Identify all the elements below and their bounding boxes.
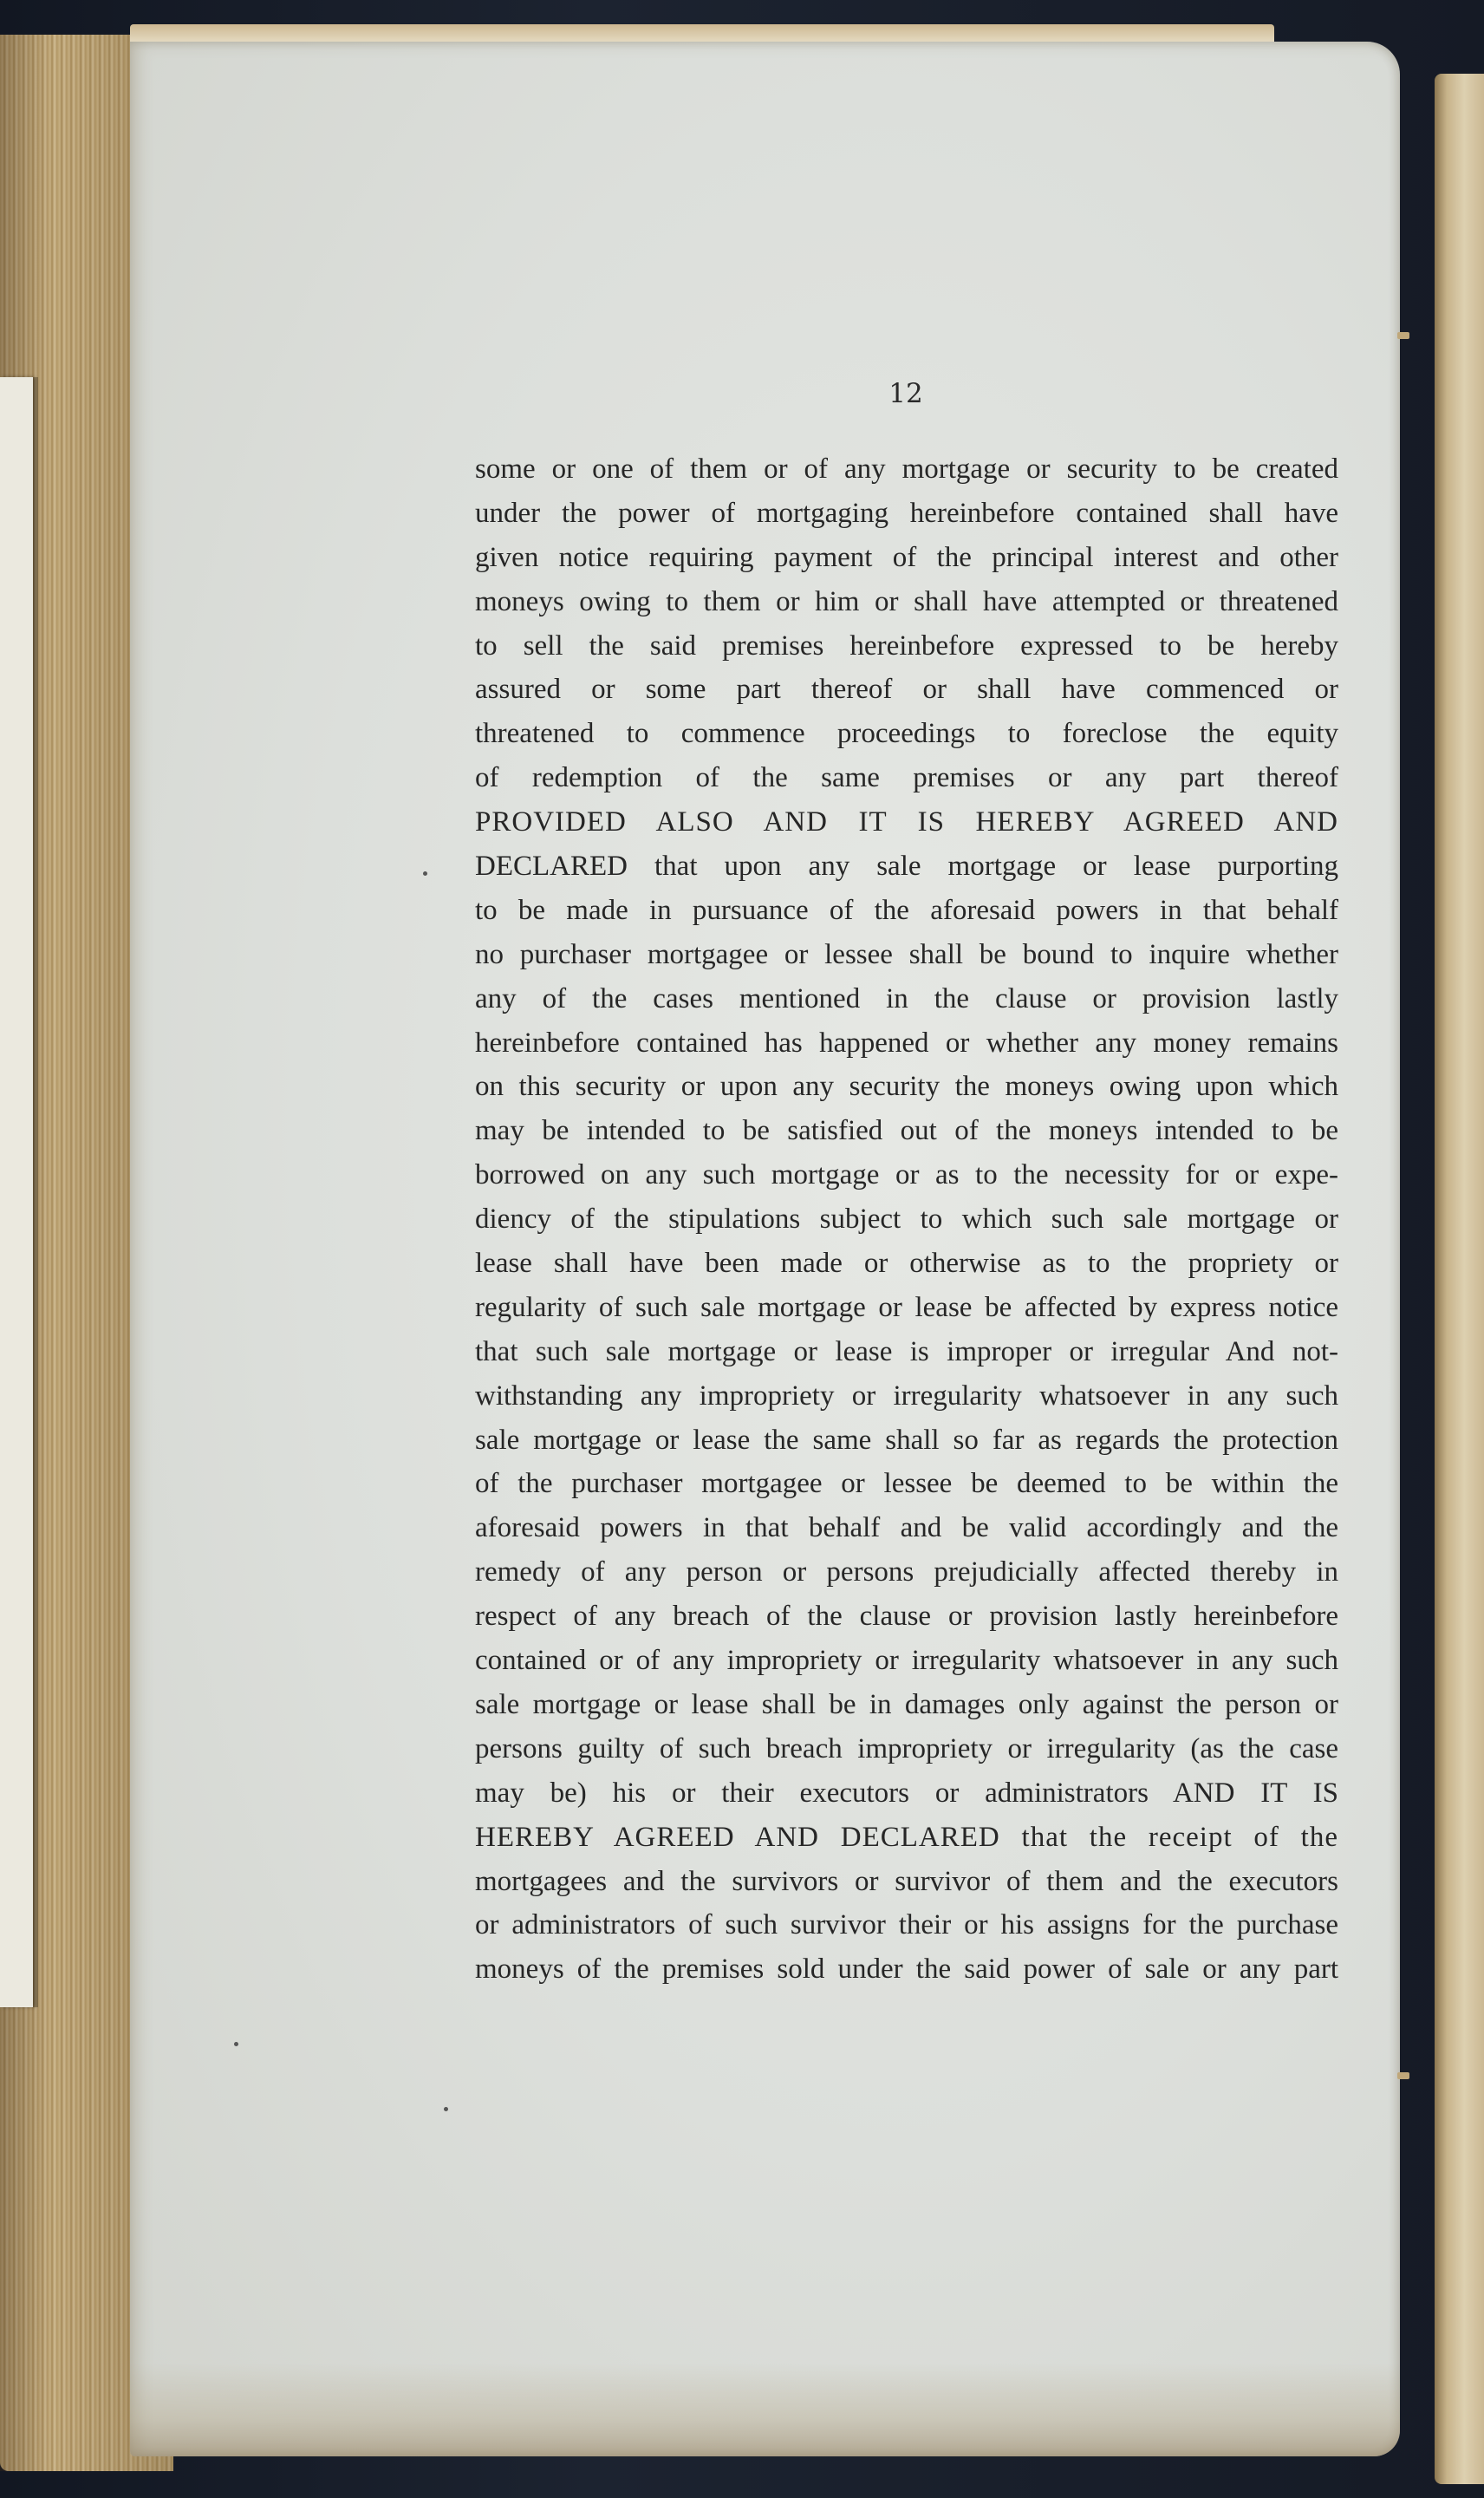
text-line: DECLARED that upon any sale mortgage or lease purporting: [475, 851, 1338, 883]
text-line: HEREBY AGREED AND DECLARED that the receipt of the: [475, 1821, 1338, 1853]
top-page-edge: [130, 24, 1274, 43]
text-line: aforesaid powers in that behalf and be valid accordingly and the: [475, 1512, 1338, 1544]
text-line: lease shall have been made or otherwise as to the propriety or: [475, 1248, 1338, 1280]
text-line: contained or of any impropriety or irregularity whatsoever in any such: [475, 1645, 1338, 1677]
text-line: on this security or upon any security the moneys owing upon which: [475, 1071, 1338, 1103]
text-line: mortgagees and the survivors or survivor of them and the executors: [475, 1865, 1338, 1897]
text-line: given notice requiring payment of the principal interest and other: [475, 541, 1338, 573]
text-line: no purchaser mortgagee or lessee shall be bound to inquire whether: [475, 938, 1338, 970]
text-line: any of the cases mentioned in the clause or provision lastly: [475, 982, 1338, 1014]
text-line: sale mortgage or lease shall be in damages only against the person or: [475, 1688, 1338, 1720]
text-line: moneys of the premises sold under the said power of sale or any part: [475, 1953, 1338, 1986]
edge-mark: [1397, 2072, 1409, 2079]
text-line: respect of any breach of the clause or provision lastly hereinbefore: [475, 1601, 1338, 1633]
facing-page-edge: [1435, 74, 1484, 2484]
text-line: PROVIDED ALSO AND IT IS HEREBY AGREED AND: [475, 806, 1338, 838]
text-line: withstanding any impropriety or irregularity whatsoever in any such: [475, 1379, 1338, 1412]
text-line: moneys owing to them or him or shall have attempted or threatened: [475, 585, 1338, 617]
text-line: diency of the stipulations subject to which such sale mortgage or: [475, 1203, 1338, 1236]
text-line: may be intended to be satisfied out of the moneys intended to be: [475, 1115, 1338, 1147]
text-line: of the purchaser mortgagee or lessee be deemed to be within the: [475, 1468, 1338, 1500]
page-bottom-wear: [130, 2363, 1400, 2456]
text-line: to sell the said premises hereinbefore expressed to be hereby: [475, 629, 1338, 662]
inserted-paper-slip: [0, 377, 33, 2007]
text-line: to be made in pursuance of the aforesaid powers in that behalf: [475, 894, 1338, 926]
text-line: hereinbefore contained has happened or whether any money remains: [475, 1027, 1338, 1059]
slip-shadow: [33, 377, 38, 2007]
body-text: [475, 447, 1338, 2025]
text-line: borrowed on any such mortgage or as to the necessity for or expe-: [475, 1159, 1338, 1191]
ink-speck: [423, 871, 427, 876]
text-line: or administrators of such survivor their or his assigns for the purchase: [475, 1909, 1338, 1941]
text-line: threatened to commence proceedings to foreclose the equity: [475, 718, 1338, 750]
ink-speck: [444, 2107, 448, 2111]
text-line: of redemption of the same premises or any part thereof: [475, 762, 1338, 794]
text-line: sale mortgage or lease the same shall so far as regards the protection: [475, 1424, 1338, 1456]
ink-speck: [234, 2042, 238, 2046]
edge-mark: [1397, 332, 1409, 339]
text-line: remedy of any person or persons prejudicially affected thereby in: [475, 1556, 1338, 1588]
text-line: assured or some part thereof or shall have commenced or: [475, 674, 1338, 706]
text-line: some or one of them or of any mortgage or security to be created: [475, 453, 1338, 485]
text-line: that such sale mortgage or lease is improper or irregular And not-: [475, 1335, 1338, 1367]
text-line: may be) his or their executors or administrators AND IT IS: [475, 1777, 1338, 1809]
text-line: regularity of such sale mortgage or lease be affected by express notice: [475, 1291, 1338, 1323]
text-line: under the power of mortgaging hereinbefore contained shall have: [475, 497, 1338, 529]
text-line: persons guilty of such breach impropriety or irregularity (as the case: [475, 1732, 1338, 1764]
page-number: 12: [888, 378, 923, 409]
